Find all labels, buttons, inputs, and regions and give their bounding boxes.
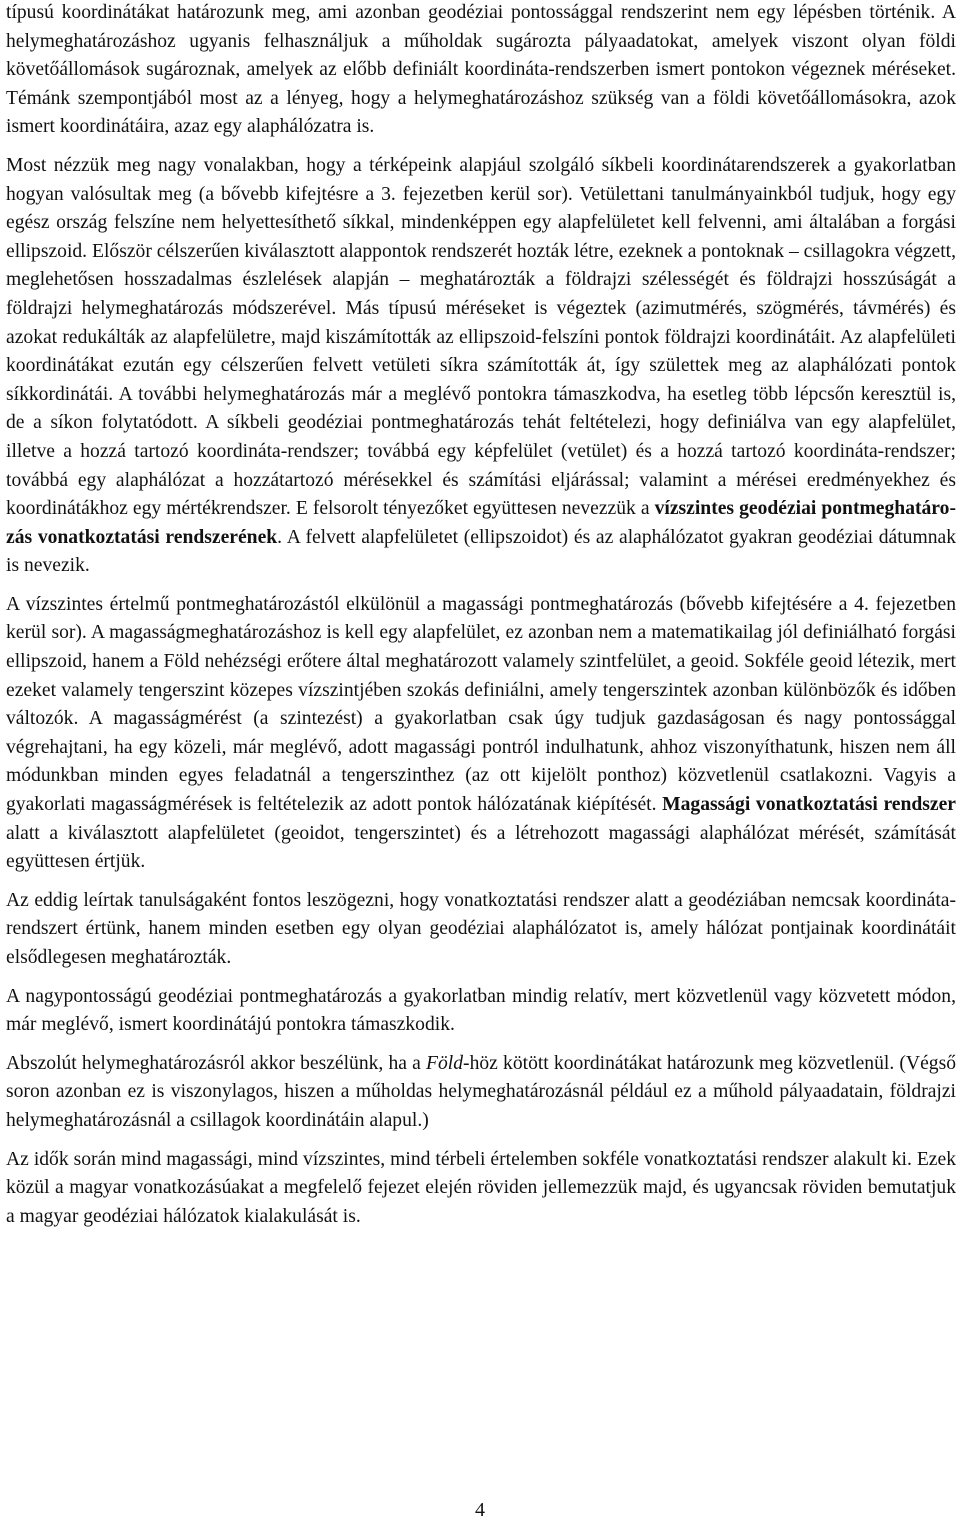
paragraph bbox=[6, 1050, 956, 1136]
text-run: típusú koordinátákat határozunk meg, ami azonban geodéziai pontossággal rendszerint nem egy lépésben történik. A helymeghatározáshoz ugyanis felhasználjuk a műholdak sugározta pályaadatokat, amelyek viszont olyan földi követőállomások sugároznak, amelyek az előbb definiált koordináta-rendszerben ismert pontokon végeznek méréseket. Témánk szempontjából most az a lényeg, hogy a helymeghatározáshoz szükség van a földi követőállomásokra, azok ismert koordinátáira, azaz egy alaphálózatra is. bbox=[6, 2, 956, 138]
bold-term: vízszintes geodéziai pontmeghatározás vonatkoztatási rendszerének bbox=[6, 498, 956, 548]
page-number: 4 bbox=[475, 1499, 485, 1521]
text-run: Az idők során mind magassági, mind vízszintes, mind térbeli értelemben sokféle vonatkoztatási rendszer alakult ki. Ezek közül a magyar vonatkozásúakat a megfelelő fejezet elején röviden jellemezzük majd, és ugyancsak röviden bemutatjuk a magyar geodéziai hálózatok kialakulását is. bbox=[6, 1148, 956, 1227]
document-body bbox=[6, 0, 956, 1241]
text-run: Az eddig leírtak tanulságaként fontos leszögezni, hogy vonatkoztatási rendszer alatt a geodéziában nemcsak koordináta-rendszert értünk, hanem minden esetben egy olyan geodéziai alaphálózatot is, amely hálózat pontjainak koordinátáit elsődlegesen meghatározták. bbox=[6, 889, 956, 968]
bold-term: Magassági vonatkoztatási rendszer bbox=[662, 794, 957, 816]
text-run: Most nézzük meg nagy vonalakban, hogy a térképeink alapjául szolgáló síkbeli koordinátarendszerek a gyakorlatban hogyan valósultak meg (a bővebb kifejtésre a 3. fejezetben kerül sor). Vetülettani tanulmányainkból tudjuk, hogy egy egész ország felszíne nem helyettesíthető síkkal, mindenképpen egy alapfelületet kell felvenni, ami általában a forgási ellipszoid. Először célszerűen kiválasztott alappontok rendszerét hozták létre, ezeknek a pontoknak – csillagokra végzett, meglehetősen hosszadalmas észlelések alapján – meghatározták a földrajzi szélességét és földrajzi hosszúságát a földrajzi helymeghatározás módszerével. Más típusú méréseket is végeztek (azimutmérés, szögmérés, távmérés) és azokat redukálták az alapfelületre, majd kiszámították az ellipszoid-felszíni pontok földrajzi koordinátáit. Az alapfelületi koordinátákat ezután egy célszerűen felvett vetületi síkra számították át, így születtek meg az alaphálózati pontok síkkordinátái. A további helymeghatározás már a meglévő pontokra támaszkodva, ha esetleg több lépcsőn keresztül is, de a síkon folytatódott. A síkbeli geodéziai pontmeghatározás tehát feltételezi, hogy definiálva van egy alapfelület, illetve a hozzá tartozó koordináta-rendszer; továbbá egy képfelület (vetület) és a hozzá tartozó koordináta-rendszer; továbbá egy alaphálózat a hozzátartozó mérésekkel és számítási eljárással; valamint a mérései eredményekhez és koordinátákhoz egy mértékrendszer. E felsorolt tényezőket együttesen nevezzük a bbox=[6, 154, 956, 520]
paragraph bbox=[6, 152, 956, 581]
text-run: -höz kötött koordinátákat határozunk meg közvetlenül. (Végső soron azonban ez is viszonylagos, hiszen a műholdas helymeghatározásnál például ez a műhold pályaadatain, földrajzi helymeghatározásnál a csillagok koordinátáin alapul.) bbox=[6, 1052, 956, 1131]
italic-term: Föld bbox=[426, 1052, 464, 1074]
text-run: Abszolút helymeghatározásról akkor beszélünk, ha a bbox=[6, 1052, 427, 1074]
paragraph bbox=[6, 591, 956, 877]
paragraph bbox=[6, 887, 956, 973]
text-run: A nagypontosságú geodéziai pontmeghatározás a gyakorlatban mindig relatív, mert közvetlenül vagy közvetett módon, már meglévő, ismert koordinátájú pontokra támaszkodik. bbox=[6, 985, 956, 1036]
paragraph bbox=[6, 1146, 956, 1232]
paragraph bbox=[6, 983, 956, 1040]
text-run: . A felvett alapfelületet (ellipszoidot) és az alaphálózatot gyakran geodéziai dátumnak is nevezik. bbox=[6, 526, 956, 577]
text-run: alatt a kiválasztott alapfelületet (geoidot, tengerszintet) és a létrehozott magassági alaphálózat mérését, számítását együttesen értjük. bbox=[6, 822, 956, 873]
text-run: A vízszintes értelmű pontmeghatározástól elkülönül a magassági pontmeghatározás (bővebb kifejtésére a 4. fejezetben kerül sor). A magasságmeghatározáshoz is kell egy alapfelület, ez azonban nem a matematikailag jól definiálható forgási ellipszoid, hanem a Föld nehézségi erőtere által meghatározott valamely szintfelület, a geoid. Sokféle geoid létezik, mert ezeket valamely tengerszint közepes vízszintjében szokás definiálni, amely tengerszintek azonban különbözők és időben változók. A magasságmérést (a szintezést) a gyakorlatban csak úgy tudjuk gazdaságosan és nagy pontossággal végrehajtani, ha egy közeli, már meglévő, adott magassági pontról indulhatunk, ahhoz viszonyíthatunk, hiszen nem áll módunkban minden egyes feladatnál a tengerszinthez (az ott kijelölt ponthoz) közvetlenül csatlakozni. Vagyis a gyakorlati magasságmérések is feltételezik az adott pontok hálózatának kiépítését. bbox=[6, 593, 956, 816]
paragraph bbox=[6, 0, 956, 142]
